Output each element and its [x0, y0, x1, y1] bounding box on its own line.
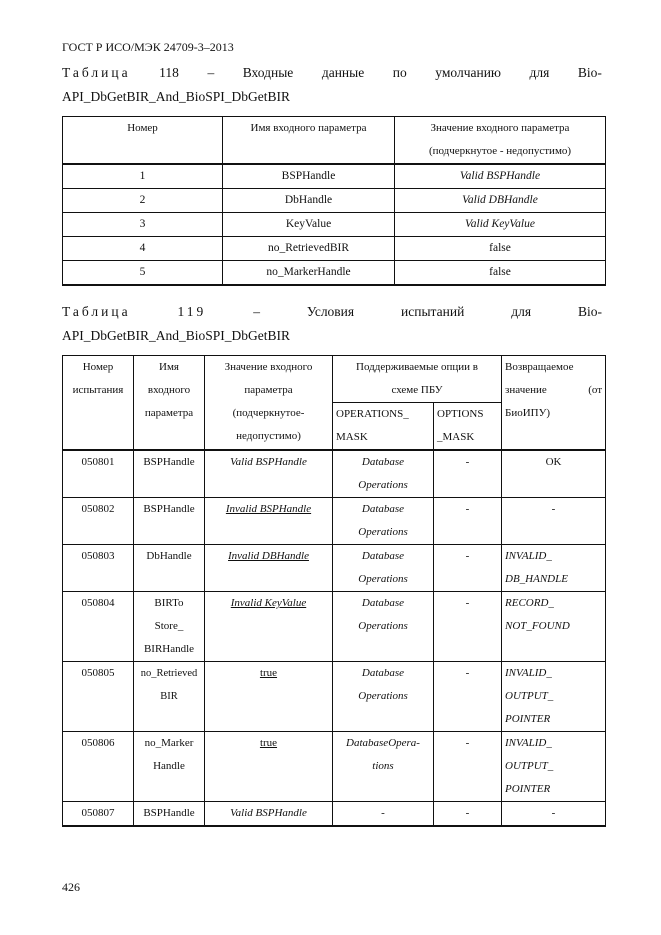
header-line: Имя [159, 361, 179, 373]
cell-return [502, 592, 606, 662]
caption-word: испытаний [401, 304, 465, 319]
cell-line: NOT_FOUND [505, 620, 570, 632]
cell-return [502, 545, 606, 592]
cell-param-value: Valid BSPHandle [395, 164, 606, 189]
cell-test-number: 050806 [63, 732, 134, 802]
header-line: БиоИПУ) [505, 407, 551, 419]
cell-line: BIRTo [154, 597, 184, 609]
cell-param-value: Valid DBHandle [395, 189, 606, 213]
caption-word: Таблица [62, 304, 131, 319]
cell-test-number: 050802 [63, 498, 134, 545]
cell-options: - [434, 450, 502, 498]
cell-operations [333, 802, 434, 827]
cell-options: - [434, 592, 502, 662]
table-118 [62, 116, 606, 286]
cell-return [502, 498, 606, 545]
cell-line: - [381, 807, 385, 819]
table-row [63, 498, 606, 545]
cell-line: Handle [153, 760, 185, 772]
invalid-value: true [259, 667, 278, 679]
cell-operations [333, 592, 434, 662]
header-operations-mask [333, 403, 434, 451]
cell-line: tions [372, 760, 394, 772]
cell-param-name: KeyValue [223, 213, 395, 237]
table-header-row [63, 356, 606, 403]
table-row [63, 732, 606, 802]
cell-param-value: Valid BSPHandle [205, 802, 333, 827]
cell-number: 2 [63, 189, 223, 213]
header-line: Номер [82, 361, 114, 373]
cell-line: POINTER [505, 783, 551, 795]
cell-param-value: Valid KeyValue [395, 213, 606, 237]
cell-param-name [134, 802, 205, 827]
header-line: _MASK [437, 431, 475, 443]
cell-number: 4 [63, 237, 223, 261]
cell-return [502, 450, 606, 498]
header-line: Поддерживаемые опции в [356, 361, 478, 373]
header-line: параметра [144, 407, 194, 419]
caption-word: по [392, 65, 407, 80]
cell-param-name: DbHandle [223, 189, 395, 213]
header-line: Возвращаемое [505, 361, 574, 373]
cell-param-name [134, 592, 205, 662]
caption-word: Bio- [577, 65, 602, 80]
header-line: OPTIONS [437, 408, 484, 420]
table-row [63, 802, 606, 827]
caption-word: для [511, 304, 532, 319]
cell-line: Database [361, 503, 405, 515]
table-header-row [63, 117, 606, 165]
table-row [63, 261, 606, 286]
cell-param-name [134, 545, 205, 592]
header-line: схеме ПБУ [391, 384, 443, 396]
header-line: Значение входного параметра [430, 122, 570, 134]
cell-test-number: 050805 [63, 662, 134, 732]
cell-param-name [134, 498, 205, 545]
cell-options: - [434, 802, 502, 827]
caption-number: 119 [177, 304, 207, 319]
header-line: испытания [72, 384, 124, 396]
cell-number: 3 [63, 213, 223, 237]
caption-number: 118 [159, 65, 179, 80]
header-test-number [63, 356, 134, 451]
cell-line: BIRHandle [143, 643, 195, 655]
cell-line: INVALID_ [505, 550, 552, 562]
cell-line: Operations [358, 526, 408, 538]
cell-line: OUTPUT_ [505, 690, 554, 702]
caption-word: Bio- [577, 304, 602, 319]
header-param-name [134, 356, 205, 451]
table-row [63, 592, 606, 662]
header-line: MASK [336, 431, 368, 443]
cell-line: OK [545, 456, 562, 468]
cell-line: Database [361, 667, 405, 679]
cell-line: BIR [160, 691, 178, 702]
cell-test-number: 050807 [63, 802, 134, 827]
cell-options: - [434, 545, 502, 592]
cell-line: Database [361, 550, 405, 562]
cell-param-name: BSPHandle [223, 164, 395, 189]
cell-param-value [205, 662, 333, 732]
cell-line: Database [361, 456, 405, 468]
header-return-value [502, 356, 606, 451]
cell-line: INVALID_ [505, 667, 552, 679]
cell-line: - [551, 503, 556, 515]
header-line: входного [147, 384, 191, 396]
caption-dash: – [253, 304, 260, 319]
cell-operations [333, 450, 434, 498]
cell-param-name: no_MarkerHandle [223, 261, 395, 286]
cell-return [502, 732, 606, 802]
table-row [63, 662, 606, 732]
cell-param-name [134, 450, 205, 498]
cell-operations [333, 498, 434, 545]
cell-return [502, 802, 606, 827]
cell-operations [333, 545, 434, 592]
caption-word: Таблица [62, 65, 131, 80]
cell-line: Store_ [154, 620, 184, 632]
header-line: (подчеркнутое - недопустимо) [428, 145, 572, 157]
cell-line: Database [361, 597, 405, 609]
header-line: недопустимо) [236, 430, 301, 442]
header-options-mask [434, 403, 502, 451]
cell-line: no_Retrieved [140, 668, 198, 679]
header-param-value [205, 356, 333, 451]
cell-line: POINTER [505, 713, 551, 725]
caption-word: Условия [306, 304, 355, 319]
cell-test-number: 050801 [63, 450, 134, 498]
cell-line: no_Marker [144, 737, 194, 749]
cell-line: OUTPUT_ [505, 760, 554, 772]
table-118-caption [62, 61, 602, 109]
header-line: параметра [244, 384, 293, 396]
page-number: 426 [62, 880, 80, 894]
cell-param-value: false [395, 261, 606, 286]
cell-line: Operations [358, 573, 408, 585]
cell-options: - [434, 498, 502, 545]
cell-line: RECORD_ [505, 597, 554, 609]
header-line: OPERATIONS_ [336, 408, 409, 420]
cell-param-name: no_RetrievedBIR [223, 237, 395, 261]
table-row [63, 164, 606, 189]
table-119 [62, 355, 606, 827]
cell-line: BSPHandle [143, 456, 195, 468]
cell-operations [333, 732, 434, 802]
caption-word: данные [321, 65, 365, 80]
cell-line: Operations [358, 690, 408, 702]
caption-word: Входные [242, 65, 294, 80]
header-line: (подчеркнутое- [232, 407, 305, 419]
document-code: ГОСТ Р ИСО/МЭК 24709-3–2013 [62, 40, 234, 54]
cell-line: DbHandle [146, 550, 192, 562]
cell-line: DB_HANDLE [505, 573, 568, 585]
cell-number: 1 [63, 164, 223, 189]
cell-options: - [434, 732, 502, 802]
table-row [63, 213, 606, 237]
header-word: (от [588, 384, 603, 396]
invalid-value: Invalid DBHandle [228, 550, 309, 562]
header-cell [395, 117, 606, 165]
caption-line-2: API_DbGetBIR_And_BioSPI_DbGetBIR [62, 328, 291, 343]
cell-param-value: false [395, 237, 606, 261]
cell-line: DatabaseOpera- [346, 737, 420, 749]
cell-param-value [205, 592, 333, 662]
table-row [63, 189, 606, 213]
cell-line: BSPHandle [143, 503, 195, 515]
cell-param-value [205, 732, 333, 802]
header-supported-options [333, 356, 502, 403]
caption-word: умолчанию [435, 65, 502, 80]
cell-test-number: 050803 [63, 545, 134, 592]
cell-test-number: 050804 [63, 592, 134, 662]
header-cell: Имя входного параметра [223, 117, 395, 165]
header-cell: Номер [63, 117, 223, 165]
cell-options: - [434, 662, 502, 732]
cell-param-value [205, 498, 333, 545]
invalid-value: Invalid BSPHandle [225, 503, 312, 515]
cell-param-name [134, 662, 205, 732]
cell-param-value: Valid BSPHandle [205, 450, 333, 498]
header-line: Значение входного [224, 361, 313, 373]
table-row [63, 237, 606, 261]
header-word: значение [505, 384, 547, 396]
cell-return [502, 662, 606, 732]
cell-line: INVALID_ [505, 737, 552, 749]
cell-line: Operations [358, 479, 408, 491]
table-row [63, 545, 606, 592]
cell-operations [333, 662, 434, 732]
cell-line: - [551, 807, 556, 819]
invalid-value: Invalid KeyValue [230, 597, 307, 609]
cell-param-name [134, 732, 205, 802]
caption-word: для [529, 65, 550, 80]
table-119-caption [62, 300, 602, 348]
invalid-value: true [259, 737, 278, 749]
cell-number: 5 [63, 261, 223, 286]
cell-param-value [205, 545, 333, 592]
header-line [505, 379, 602, 402]
caption-line-2: API_DbGetBIR_And_BioSPI_DbGetBIR [62, 89, 291, 104]
cell-line: Operations [358, 620, 408, 632]
caption-dash: – [207, 65, 215, 80]
table-row [63, 450, 606, 498]
cell-line: BSPHandle [143, 807, 195, 819]
